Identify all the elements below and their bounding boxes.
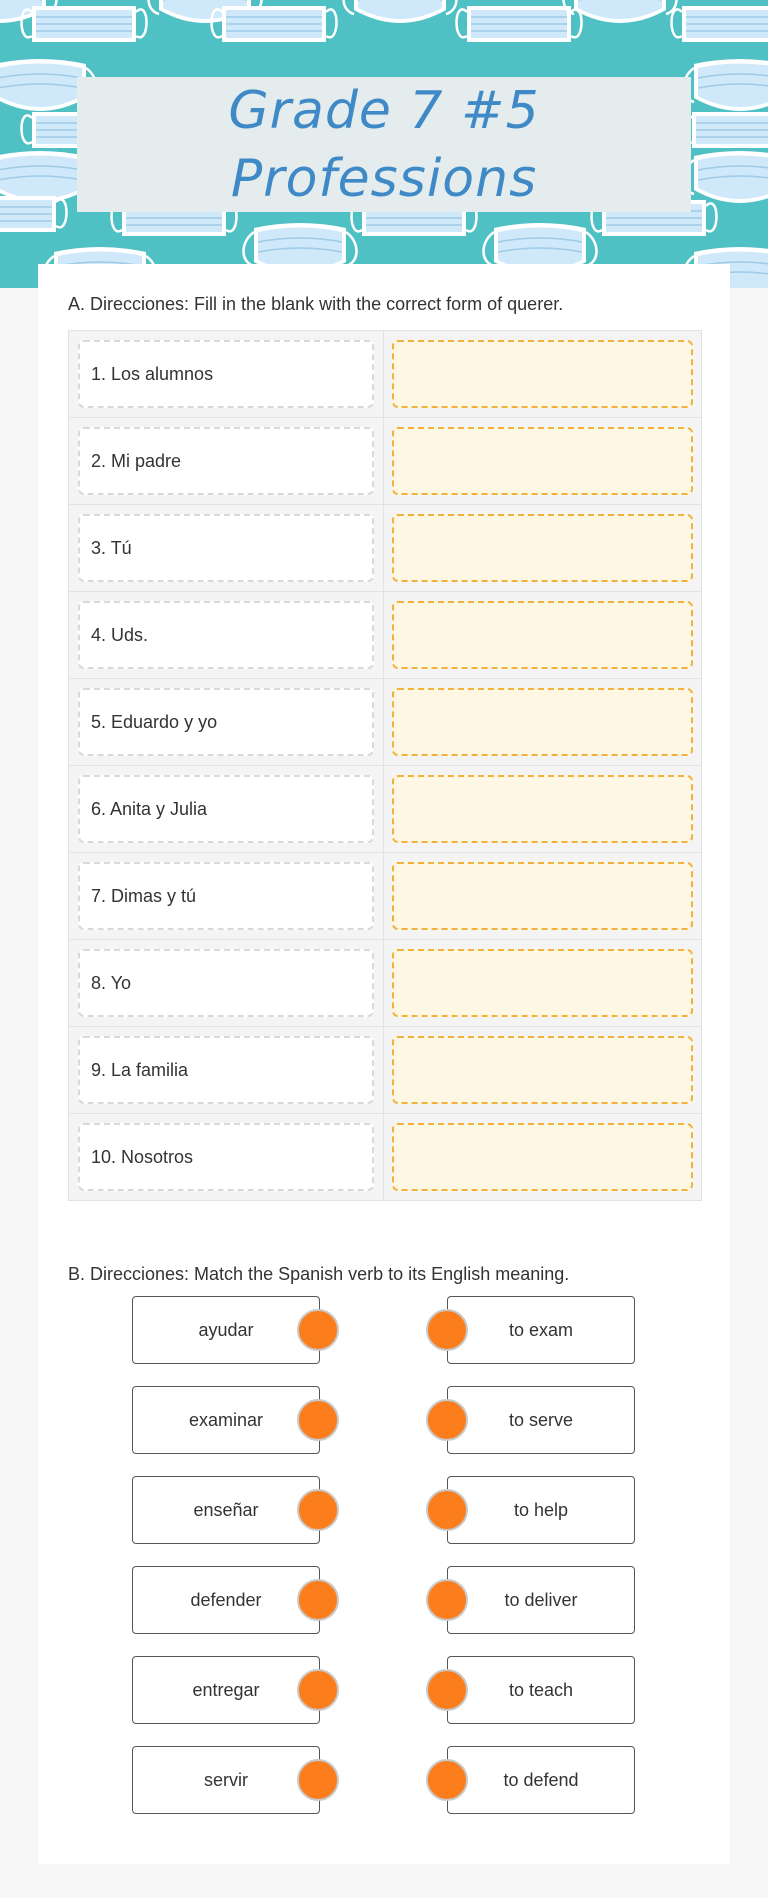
match-connector-dot[interactable] [426,1489,468,1531]
answer-drop-zone[interactable] [392,601,693,669]
match-right-item[interactable]: to exam [447,1296,635,1364]
table-row [69,679,701,766]
header-banner [0,0,768,288]
table-row [69,505,701,592]
prompt-label: 6. Anita y Julia [78,775,374,843]
answer-drop-zone[interactable] [392,775,693,843]
match-left-item[interactable]: entregar [132,1656,320,1724]
answer-drop-zone[interactable] [392,340,693,408]
title-box [77,77,691,212]
answer-drop-zone[interactable] [392,688,693,756]
table-row [69,592,701,679]
match-right-item[interactable]: to teach [447,1656,635,1724]
match-connector-dot[interactable] [426,1309,468,1351]
answer-drop-zone[interactable] [392,862,693,930]
prompt-label: 5. Eduardo y yo [78,688,374,756]
answer-drop-zone[interactable] [392,427,693,495]
match-connector-dot[interactable] [297,1759,339,1801]
answer-drop-zone[interactable] [392,1123,693,1191]
prompt-label: 8. Yo [78,949,374,1017]
prompt-label: 1. Los alumnos [78,340,374,408]
table-row [69,1114,701,1200]
prompt-label: 10. Nosotros [78,1123,374,1191]
answer-drop-zone[interactable] [392,1036,693,1104]
table-row [69,1027,701,1114]
worksheet-title: Grade 7 #5 [228,80,540,141]
match-connector-dot[interactable] [297,1669,339,1711]
match-connector-dot[interactable] [297,1489,339,1531]
prompt-label: 9. La familia [78,1036,374,1104]
match-connector-dot[interactable] [426,1669,468,1711]
prompt-label: 4. Uds. [78,601,374,669]
match-connector-dot[interactable] [297,1309,339,1351]
match-right-item[interactable]: to serve [447,1386,635,1454]
table-row [69,331,701,418]
prompt-label: 2. Mi padre [78,427,374,495]
match-connector-dot[interactable] [297,1399,339,1441]
fill-in-table [68,330,702,1201]
section-a-directions: A. Direcciones: Fill in the blank with the correct form of querer. [68,294,564,314]
match-connector-dot[interactable] [426,1399,468,1441]
match-connector-dot[interactable] [426,1579,468,1621]
table-row [69,418,701,505]
match-left-item[interactable]: ayudar [132,1296,320,1364]
match-right-item[interactable]: to deliver [447,1566,635,1634]
match-left-item[interactable]: enseñar [132,1476,320,1544]
match-left-item[interactable]: servir [132,1746,320,1814]
match-right-item[interactable]: to help [447,1476,635,1544]
answer-drop-zone[interactable] [392,514,693,582]
prompt-label: 3. Tú [78,514,374,582]
prompt-label: 7. Dimas y tú [78,862,374,930]
match-connector-dot[interactable] [297,1579,339,1621]
match-left-item[interactable]: examinar [132,1386,320,1454]
match-connector-dot[interactable] [426,1759,468,1801]
section-b-directions: B. Direcciones: Match the Spanish verb to its English meaning. [68,1264,570,1284]
table-row [69,940,701,1027]
match-left-item[interactable]: defender [132,1566,320,1634]
worksheet-card [38,264,730,1864]
answer-drop-zone[interactable] [392,949,693,1017]
table-row [69,766,701,853]
worksheet-subtitle: Professions [230,148,538,209]
match-right-item[interactable]: to defend [447,1746,635,1814]
table-row [69,853,701,940]
